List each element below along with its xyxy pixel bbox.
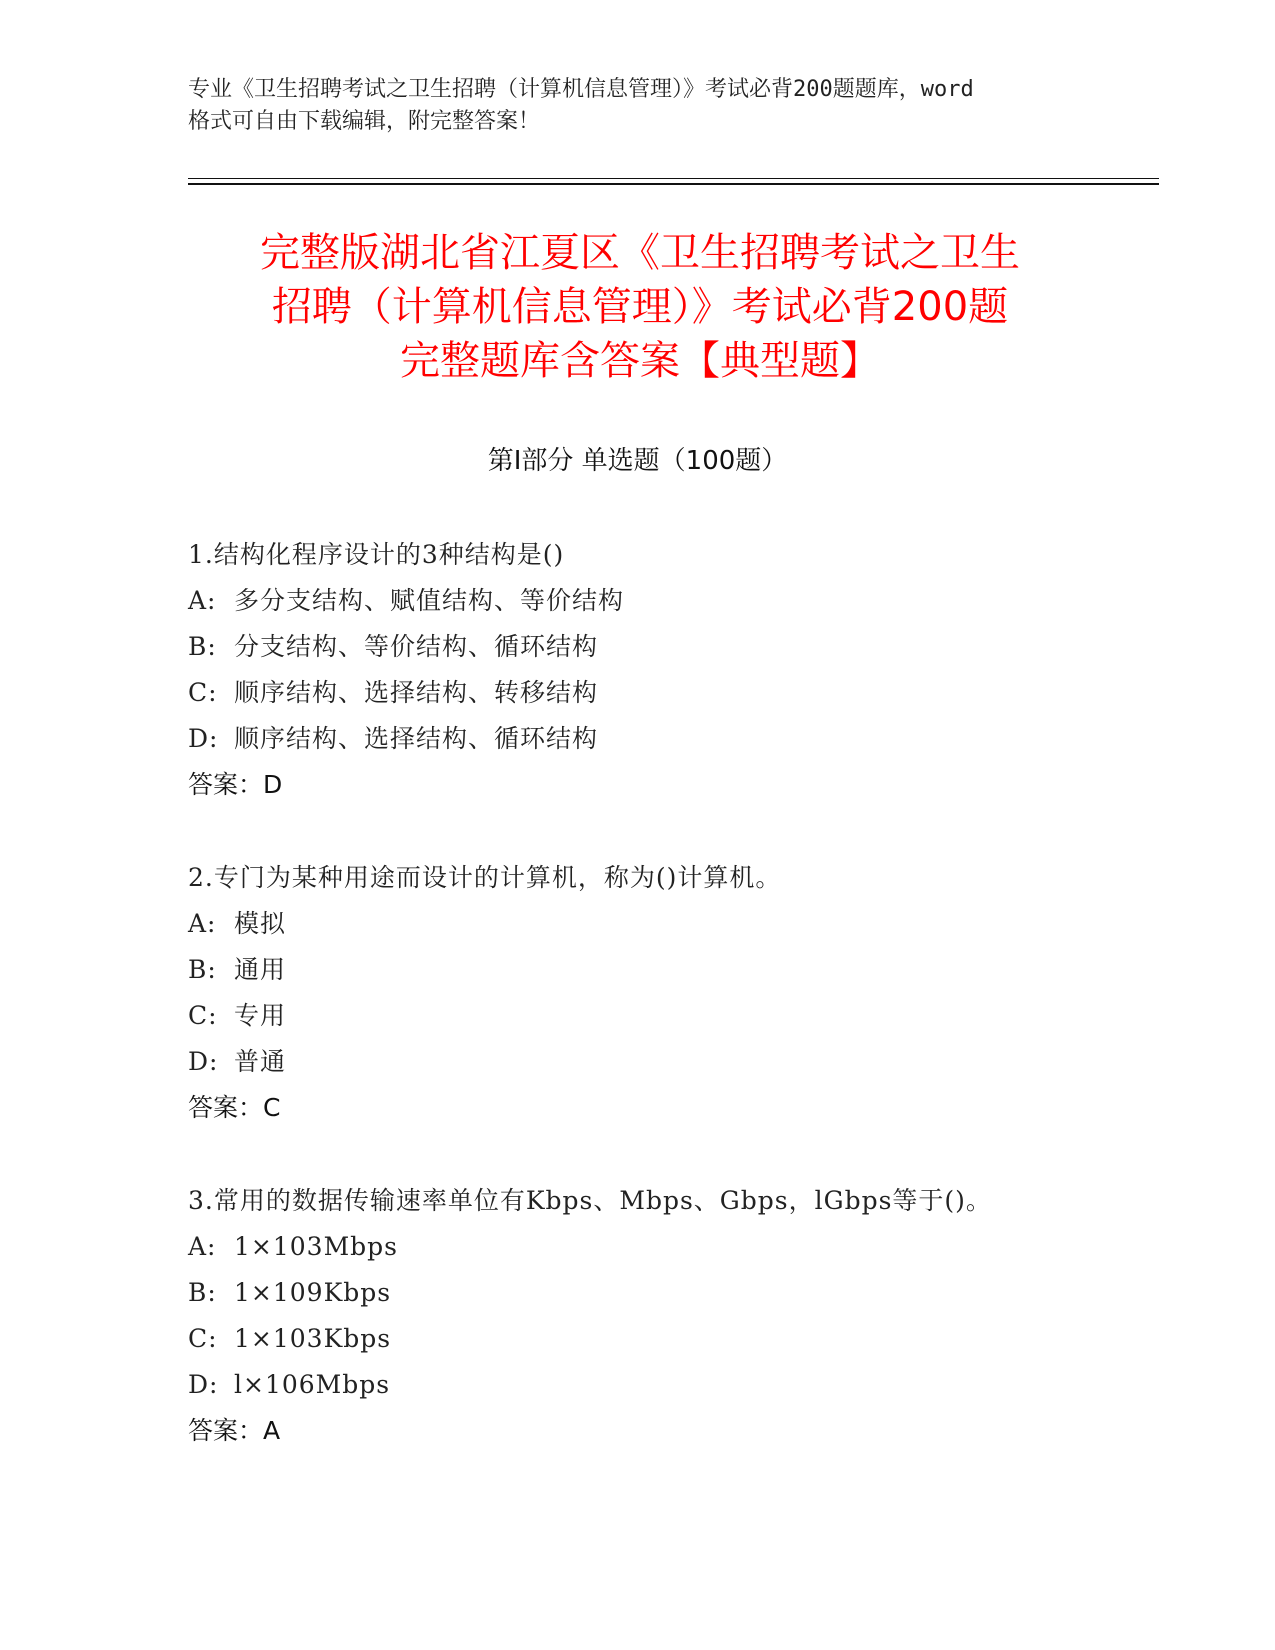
document-title-line2: 招聘（计算机信息管理）》考试必背200题 xyxy=(271,284,1009,330)
header-divider-thick xyxy=(188,183,1159,185)
document-title-line1: 完整版湖北省江夏区《卫生招聘考试之卫生 xyxy=(260,230,1020,276)
header-note xyxy=(188,74,1088,138)
question-text: 3.常用的数据传输速率单位有Kbps、Mbps、Gbps，lGbps等于()。 xyxy=(188,1186,992,1215)
option-text: 顺序结构、选择结构、循环结构 xyxy=(234,724,599,753)
option-text: 顺序结构、选择结构、转移结构 xyxy=(234,678,599,707)
option-letter: B: xyxy=(188,955,217,984)
question-text: 2.专门为某种用途而设计的计算机，称为()计算机。 xyxy=(188,863,782,892)
option-d xyxy=(188,1039,1138,1085)
option-d xyxy=(188,716,1138,762)
question-1 xyxy=(188,532,1138,808)
option-text: 1×103Kbps xyxy=(234,1324,392,1353)
document-title xyxy=(190,226,1090,388)
option-letter: D: xyxy=(188,1047,219,1076)
option-letter: B: xyxy=(188,1278,217,1307)
option-a xyxy=(188,578,1138,624)
option-text: l×106Mbps xyxy=(234,1370,391,1399)
option-letter: A: xyxy=(188,586,217,615)
option-letter: A: xyxy=(188,909,217,938)
option-letter: B: xyxy=(188,632,217,661)
option-letter: C: xyxy=(188,1001,218,1030)
question-2 xyxy=(188,855,1138,1131)
document-title-line3: 完整题库含答案【典型题】 xyxy=(400,338,880,384)
question-list xyxy=(188,532,1138,1501)
section-title: 第Ⅰ部分 单选题（100题） xyxy=(487,446,788,476)
question-text: 1.结构化程序设计的3种结构是() xyxy=(188,540,565,569)
option-text: 普通 xyxy=(234,1047,287,1076)
header-divider-thin xyxy=(188,178,1159,179)
option-c xyxy=(188,1316,1138,1362)
option-text: 通用 xyxy=(234,955,287,984)
option-a xyxy=(188,1224,1138,1270)
option-a xyxy=(188,901,1138,947)
option-text: 多分支结构、赋值结构、等价结构 xyxy=(234,586,625,615)
option-b xyxy=(188,1270,1138,1316)
option-letter: A: xyxy=(188,1232,217,1261)
option-b xyxy=(188,624,1138,670)
option-text: 模拟 xyxy=(234,909,287,938)
answer-text: 答案：A xyxy=(188,1416,281,1445)
option-letter: D: xyxy=(188,1370,219,1399)
option-d xyxy=(188,1362,1138,1408)
answer-text: 答案：C xyxy=(188,1093,281,1122)
option-c xyxy=(188,670,1138,716)
option-text: 专用 xyxy=(234,1001,287,1030)
header-note-line2: 格式可自由下载编辑，附完整答案！ xyxy=(188,109,541,134)
option-letter: C: xyxy=(188,678,218,707)
option-letter: C: xyxy=(188,1324,218,1353)
option-text: 1×109Kbps xyxy=(234,1278,392,1307)
option-letter: D: xyxy=(188,724,219,753)
option-c xyxy=(188,993,1138,1039)
option-b xyxy=(188,947,1138,993)
header-note-line1: 专业《卫生招聘考试之卫生招聘（计算机信息管理）》考试必背200题题库，word xyxy=(188,77,974,102)
answer-text: 答案：D xyxy=(188,770,283,799)
question-3 xyxy=(188,1178,1138,1454)
option-text: 1×103Mbps xyxy=(234,1232,399,1261)
option-text: 分支结构、等价结构、循环结构 xyxy=(234,632,599,661)
